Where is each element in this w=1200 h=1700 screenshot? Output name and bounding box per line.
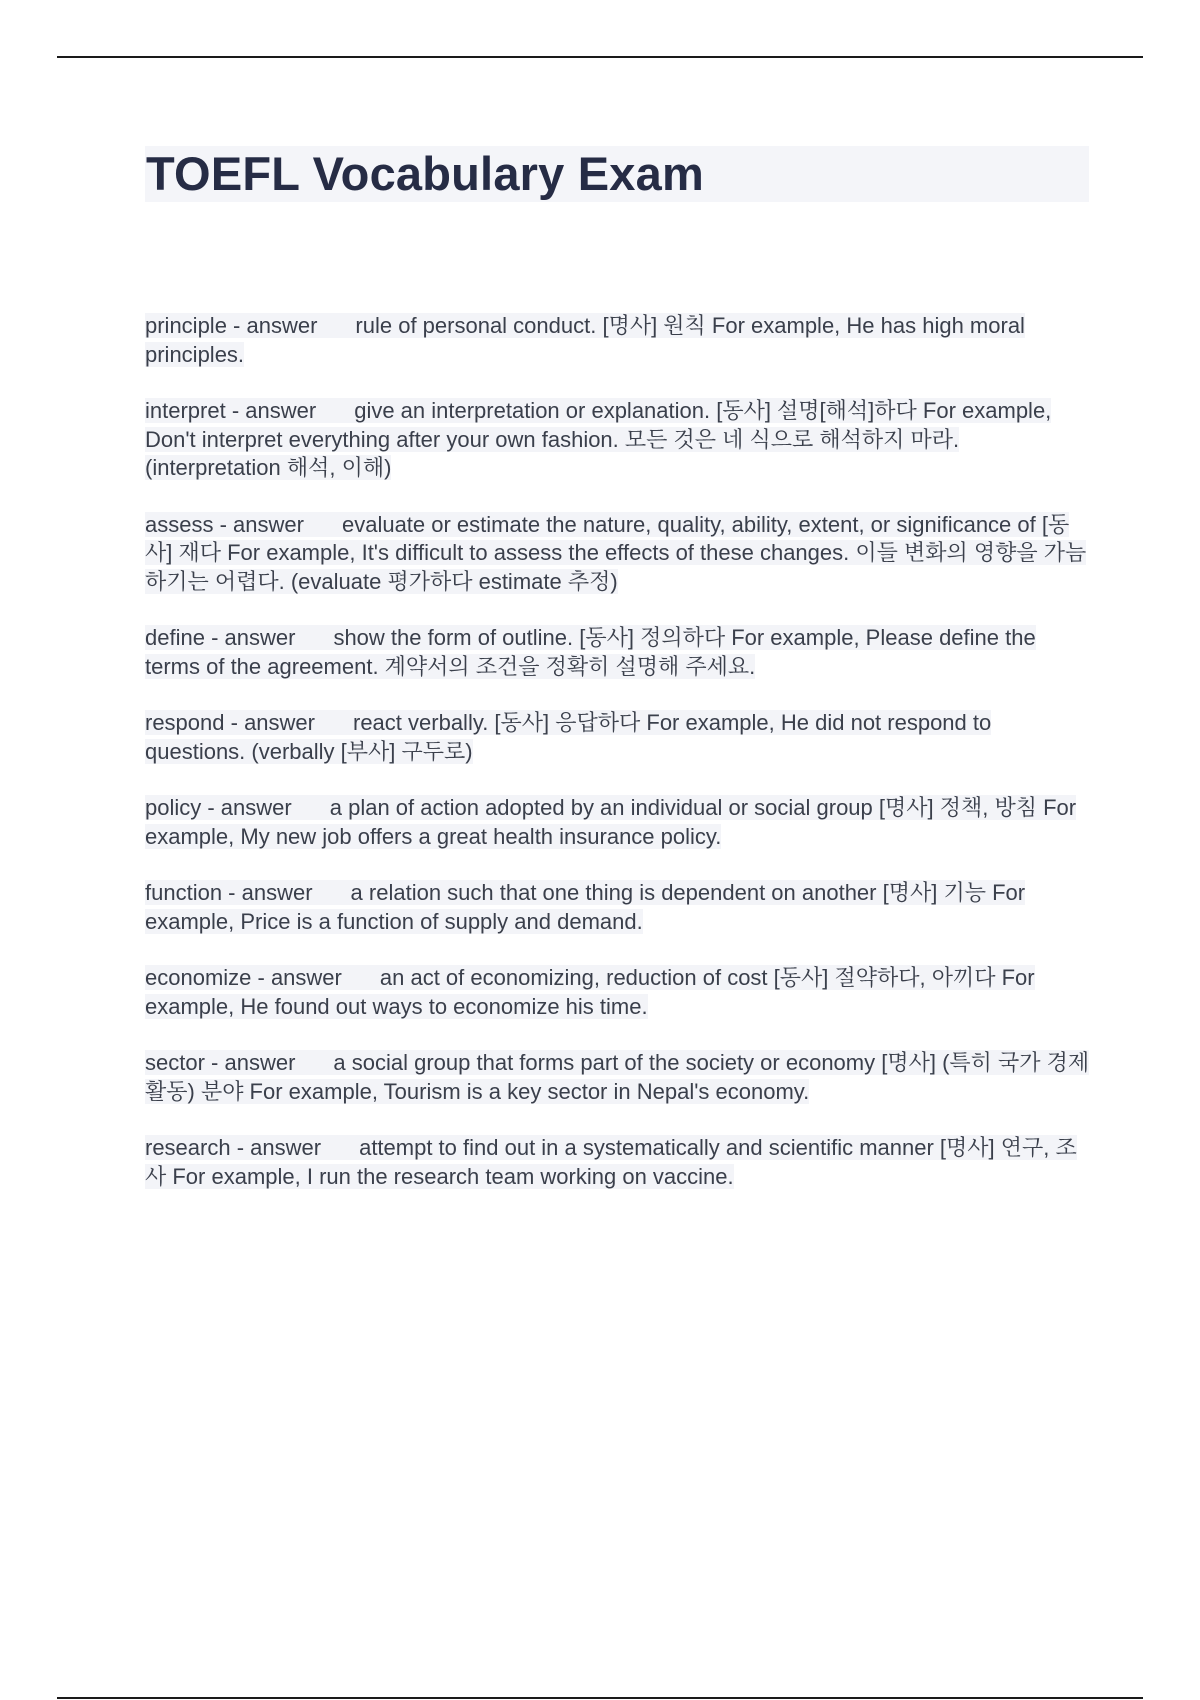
entry-term: economize [145, 965, 252, 990]
entry-term: respond [145, 710, 225, 735]
entry-separator: - answer [213, 511, 304, 537]
list-item [145, 397, 1090, 483]
entry-term: define [145, 625, 205, 650]
entry-definition: react verbally. [동사] 응답하다 For example, He did not respond to questions. (verbally [부사] 구두로) [145, 710, 992, 764]
entry-definition: show the form of outline. [동사] 정의하다 For example, Please define the terms of the agreement. 계약서의 조건을 정확히 설명해 주세요. [145, 625, 1036, 679]
entry-separator: - answer [204, 1050, 296, 1075]
entry-term: interpret [145, 398, 226, 423]
entry-separator: - answer [222, 880, 313, 905]
footer-rule [57, 1697, 1143, 1699]
entry-separator: - answer [226, 313, 318, 338]
list-item [145, 709, 1090, 766]
list-item [145, 1134, 1090, 1191]
entry-separator: - answer [224, 710, 315, 735]
list-item [145, 794, 1090, 851]
list-item [145, 879, 1090, 936]
entry-definition: an act of economizing, reduction of cost [동사] 절약하다, 아끼다 For example, He found out ways to economize his time. [145, 965, 1035, 1019]
entry-separator: - answer [204, 625, 296, 650]
entry-definition: give an interpretation or explanation. [동사] 설명[해석]하다 For example, Don't interpret everything after your own fashion. 모든 것은 네 식으로 해석하지 마라. (interpretation 해석, 이해) [145, 398, 1052, 480]
entry-term: policy [145, 795, 202, 820]
list-item [145, 1049, 1090, 1106]
entry-term: function [145, 880, 223, 905]
list-item [145, 964, 1090, 1021]
list-item [145, 312, 1090, 369]
entry-term: assess [145, 511, 214, 537]
entry-separator: - answer [225, 398, 317, 423]
entry-definition: attempt to find out in a systematically and scientific manner [명사] 연구, 조사 For example, I run the research team working on vaccine. [145, 1135, 1077, 1189]
entry-term: sector [145, 1050, 205, 1075]
entry-definition: a relation such that one thing is dependent on another [명사] 기능 For example, Price is a function of supply and demand. [145, 880, 1026, 934]
entry-definition: a plan of action adopted by an individual or social group [명사] 정책, 방침 For example, My new job offers a great health insurance policy. [145, 795, 1077, 849]
entry-separator: - answer [251, 965, 342, 990]
list-item [145, 624, 1090, 681]
entry-definition: evaluate or estimate the nature, quality, ability, extent, or significance of [동사] 재다 For example, It's difficult to assess the effects of these changes. 이들 변화의 영향을 가늠하기는 어렵다. (evaluate 평가하다 estimate 추정) [145, 511, 1087, 594]
entry-definition: a social group that forms part of the society or economy [명사] (특히 국가 경제 활동) 분야 For example, Tourism is a key sector in Nepal's economy. [145, 1050, 1090, 1104]
entry-term: principle [145, 313, 227, 338]
entry-separator: - answer [230, 1135, 322, 1160]
entry-term: research [145, 1135, 231, 1160]
entry-separator: - answer [201, 795, 292, 820]
vocabulary-list [145, 312, 1090, 1219]
entry-definition: rule of personal conduct. [명사] 원칙 For example, He has high moral principles. [145, 313, 1025, 367]
list-item [145, 511, 1090, 597]
page-title: TOEFL Vocabulary Exam [146, 147, 704, 200]
header-rule [57, 56, 1143, 58]
